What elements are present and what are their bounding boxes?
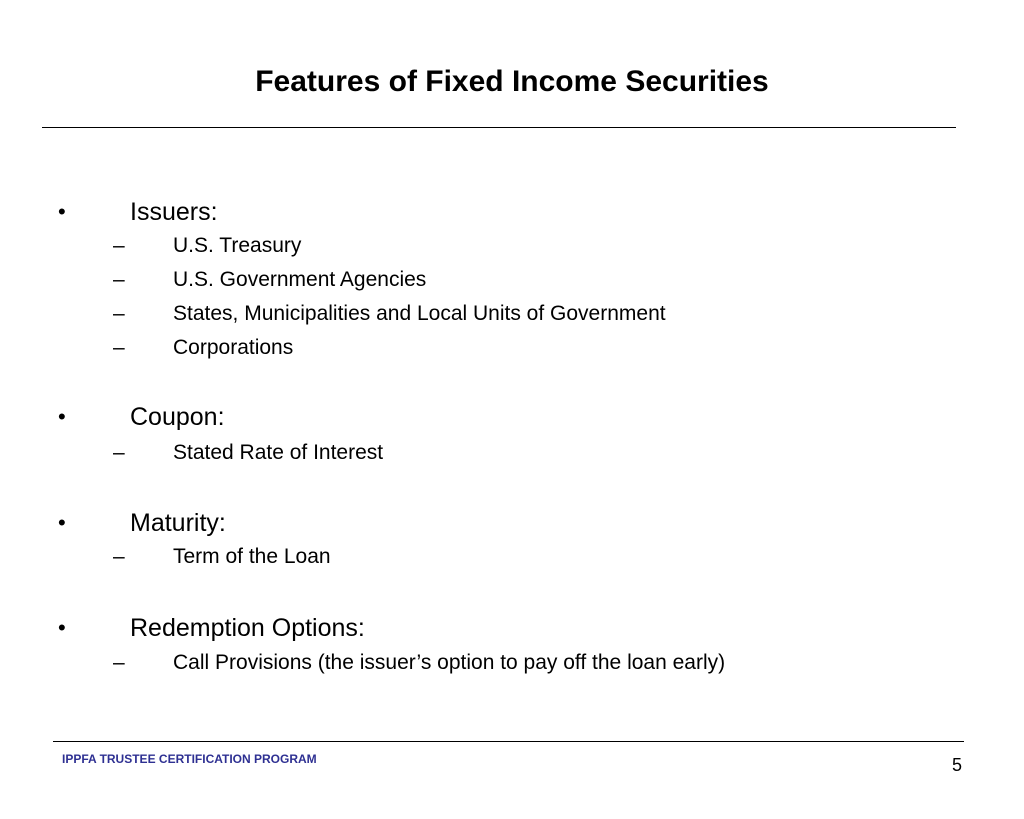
sub-item-label: Term of the Loan <box>173 545 331 568</box>
bullet-item-coupon <box>0 401 1024 433</box>
sub-item-marker: – <box>113 545 125 568</box>
bullet-item-maturity <box>0 507 1024 539</box>
sub-item-label: Stated Rate of Interest <box>173 441 384 464</box>
bullet-item-issuers <box>0 196 1024 228</box>
sub-item-marker: – <box>113 441 125 464</box>
sub-item-marker: – <box>113 302 125 325</box>
sub-item-label: Call Provisions (the issuer’s option to pay off the loan early) <box>173 651 726 674</box>
sub-item <box>0 232 1024 260</box>
bullet-label: Maturity: <box>130 509 226 537</box>
sub-item-marker: – <box>113 234 125 257</box>
sub-item <box>0 543 1024 571</box>
footer-program-label: IPPFA TRUSTEE CERTIFICATION PROGRAM <box>62 752 317 766</box>
footer-divider <box>53 741 964 742</box>
sub-item-marker: – <box>113 268 125 291</box>
bullet-marker: • <box>58 199 66 224</box>
bullet-label: Issuers: <box>130 198 218 226</box>
sub-item-marker: – <box>113 336 125 359</box>
sub-item-label: Corporations <box>173 336 294 359</box>
bullet-marker: • <box>58 404 66 429</box>
bullet-marker: • <box>58 615 66 640</box>
bullet-label: Coupon: <box>130 403 225 431</box>
sub-item <box>0 439 1024 467</box>
sub-item <box>0 334 1024 362</box>
sub-item-label: U.S. Treasury <box>173 234 302 257</box>
bullet-label: Redemption Options: <box>130 614 365 642</box>
bullet-marker: • <box>58 510 66 535</box>
sub-item-label: U.S. Government Agencies <box>173 268 427 291</box>
sub-item <box>0 266 1024 294</box>
slide-title: Features of Fixed Income Securities <box>255 65 769 98</box>
sub-item <box>0 300 1024 328</box>
sub-item <box>0 649 1024 677</box>
sub-item-label: States, Municipalities and Local Units of Government <box>173 302 666 325</box>
bullet-item-redemption-options <box>0 612 1024 644</box>
page-number: 5 <box>951 755 962 775</box>
sub-item-marker: – <box>113 651 125 674</box>
